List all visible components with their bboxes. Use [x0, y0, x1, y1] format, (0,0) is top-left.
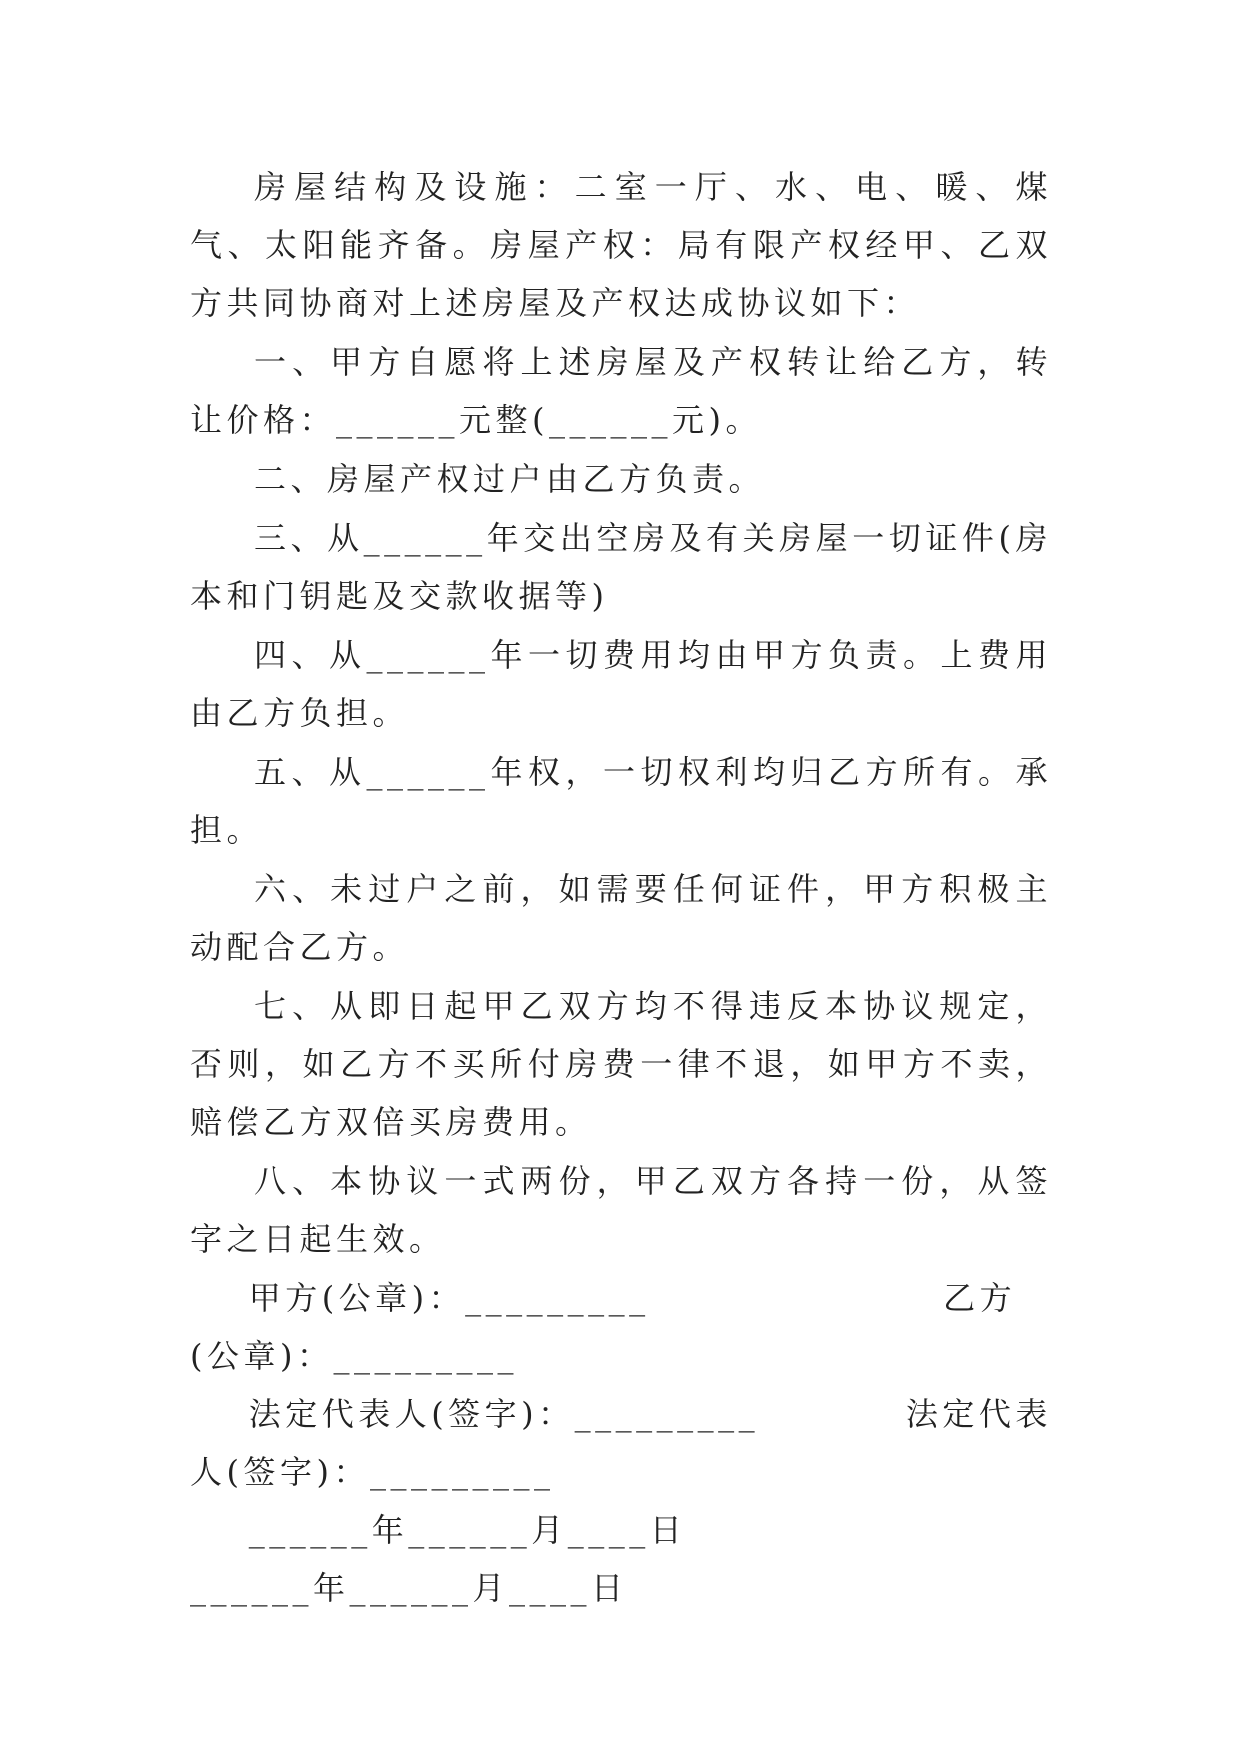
party-b-date: ______年______月____日 [190, 1569, 628, 1607]
agreement-page [190, 158, 1052, 1617]
date-row [190, 1501, 1052, 1617]
representative-row [190, 1385, 1052, 1501]
clause-8-effect: 八、本协议一式两份，甲乙双方各持一份，从签字之日起生效。 [190, 1162, 1052, 1258]
clause-1-transfer-price: 一、甲方自愿将上述房屋及产权转让给乙方，转让价格：______元整(______元)。 [190, 343, 1052, 439]
party-b-seal: 乙方(公章)：_________ [190, 1279, 1017, 1375]
clause-3-handover: 三、从______年交出空房及有关房屋一切证件(房本和门钥匙及交款收据等) [190, 519, 1052, 615]
clause-6-cooperation: 六、未过户之前，如需要任何证件，甲方积极主动配合乙方。 [190, 870, 1052, 966]
clause-5-rights: 五、从______年权，一切权利均归乙方所有。承担。 [190, 753, 1052, 849]
seal-row [190, 1269, 1052, 1385]
clause-4-fees: 四、从______年一切费用均由甲方负责。上费用由乙方负担。 [190, 636, 1052, 732]
clause-7-breach: 七、从即日起甲乙双方均不得违反本协议规定，否则，如乙方不买所付房费一律不退，如甲方不卖，赔偿乙方双倍买房费用。 [190, 987, 1052, 1141]
party-b-representative: 法定代表人(签字)：_________ [190, 1395, 1052, 1491]
party-a-seal: 甲方(公章)：_________ [248, 1279, 650, 1317]
party-a-date: ______年______月____日 [248, 1511, 687, 1549]
house-structure-paragraph: 房屋结构及设施：二室一厅、水、电、暖、煤气、太阳能齐备。房屋产权：局有限产权经甲、乙双方共同协商对上述房屋及产权达成协议如下： [190, 168, 1052, 322]
party-a-representative: 法定代表人(签字)：_________ [248, 1395, 760, 1433]
clause-2-transfer-responsibility: 二、房屋产权过户由乙方负责。 [254, 460, 766, 498]
